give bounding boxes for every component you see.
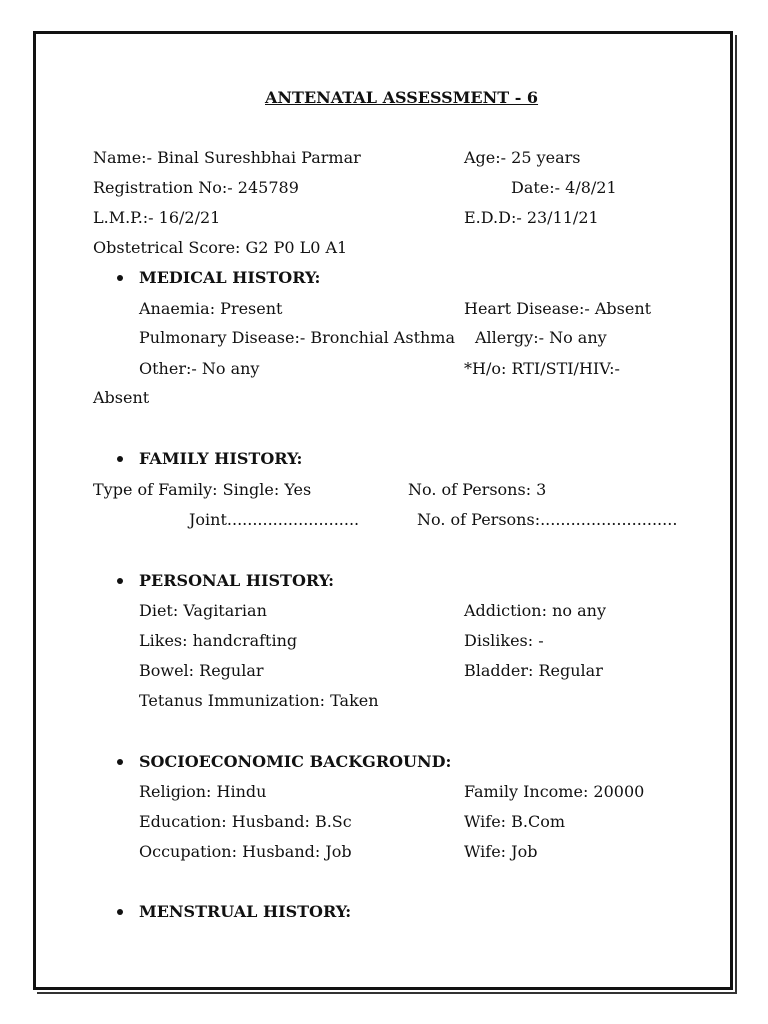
patient-age: Age:- 25 years xyxy=(464,148,581,167)
personal-history-heading: PERSONAL HISTORY: xyxy=(139,571,335,590)
addiction: Addiction: no any xyxy=(464,601,606,620)
socioeconomic-heading: SOCIOECONOMIC BACKGROUND: xyxy=(139,752,452,771)
tetanus-immunization: Tetanus Immunization: Taken xyxy=(139,691,379,710)
pulmonary-disease: Pulmonary Disease:- Bronchial Asthma xyxy=(139,328,456,347)
dislikes: Dislikes: - xyxy=(464,631,544,650)
bullet-icon xyxy=(117,909,123,915)
family-type-joint: Joint.......................... xyxy=(189,510,360,529)
heart-disease: Heart Disease:- Absent xyxy=(464,299,652,318)
family-income: Family Income: 20000 xyxy=(464,782,645,801)
likes: Likes: handcrafting xyxy=(139,631,298,650)
bullet-icon xyxy=(117,456,123,462)
persons-single: No. of Persons: 3 xyxy=(408,480,547,499)
allergy: Allergy:- No any xyxy=(475,328,607,347)
medical-history-heading: MEDICAL HISTORY: xyxy=(139,268,321,287)
edd-date: E.D.D:- 23/11/21 xyxy=(464,208,599,227)
patient-name: Name:- Binal Sureshbhai Parmar xyxy=(93,148,361,167)
family-type-single: Type of Family: Single: Yes xyxy=(93,480,312,499)
bladder: Bladder: Regular xyxy=(464,661,603,680)
assessment-date: Date:- 4/8/21 xyxy=(511,178,617,197)
anaemia: Anaemia: Present xyxy=(139,299,283,318)
diet: Diet: Vagitarian xyxy=(139,601,267,620)
obstetrical-score: Obstetrical Score: G2 P0 L0 A1 xyxy=(93,238,348,257)
bullet-icon xyxy=(117,759,123,765)
document-title: ANTENATAL ASSESSMENT - 6 xyxy=(265,88,539,107)
rti-sti-hiv: *H/o: RTI/STI/HIV:- xyxy=(464,359,620,378)
education-wife: Wife: B.Com xyxy=(464,812,566,831)
other-history: Other:- No any xyxy=(139,359,260,378)
bowel: Bowel: Regular xyxy=(139,661,264,680)
menstrual-history-heading: MENSTRUAL HISTORY: xyxy=(139,902,352,921)
family-history-heading: FAMILY HISTORY: xyxy=(139,449,303,468)
religion: Religion: Hindu xyxy=(139,782,267,801)
registration-number: Registration No:- 245789 xyxy=(93,178,299,197)
occupation-husband: Occupation: Husband: Job xyxy=(139,842,352,861)
bullet-icon xyxy=(117,275,123,281)
rti-sti-hiv-value: Absent xyxy=(93,388,150,407)
occupation-wife: Wife: Job xyxy=(464,842,538,861)
education-husband: Education: Husband: B.Sc xyxy=(139,812,352,831)
lmp-date: L.M.P.:- 16/2/21 xyxy=(93,208,221,227)
persons-joint: No. of Persons:........................... xyxy=(417,510,678,529)
bullet-icon xyxy=(117,578,123,584)
